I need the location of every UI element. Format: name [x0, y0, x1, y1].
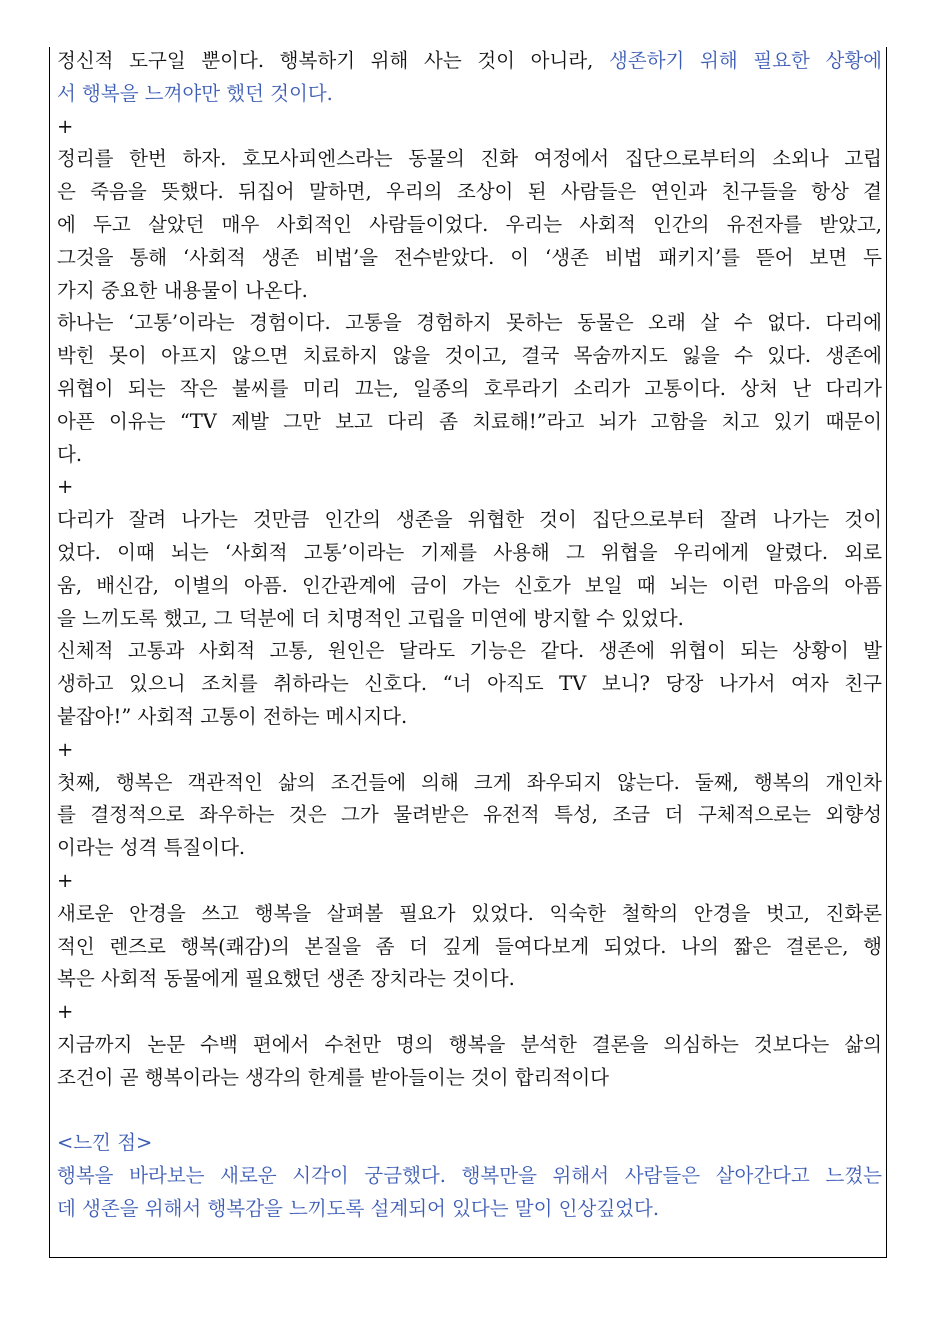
- text-line: 에 두고 살았던 매우 사회적인 사람들이었다. 우리는 사회적 인간의 유전자를 받았고,: [57, 212, 882, 236]
- reflection-paragraph: [57, 1160, 882, 1226]
- text-line: 정리를 한번 하자. 호모사피엔스라는 동물의 진화 여정에서 집단으로부터의 소외나 고립: [57, 147, 882, 171]
- text-line: 를 결정적으로 좌우하는 것은 그가 물려받은 유전적 특성, 조금 더 구체적으로는 외향성: [57, 803, 882, 827]
- separator: +: [57, 1000, 74, 1024]
- separator: +: [57, 475, 74, 499]
- intro-line: 정신적 도구일 뿐이다. 행복하기 위해 사는 것이 아니라, 생존하기 위해 필요한 상황에: [57, 49, 883, 72]
- paragraph-signal: [57, 635, 882, 733]
- text-line: 이라는 성격 특질이다.: [57, 836, 246, 860]
- separator: +: [57, 737, 74, 761]
- paragraph-conclusion: [57, 1029, 882, 1095]
- separator: +: [57, 868, 74, 892]
- text-line: 가지 중요한 내용물이 나온다.: [57, 278, 308, 302]
- text-line: 그것을 통해 ‘사회적 생존 비법’을 전수받았다. 이 ‘생존 비법 패키지’를 뜯어 보면 두: [57, 245, 882, 269]
- text-line: 을 느끼도록 했고, 그 덕분에 더 치명적인 고립을 미연에 방지할 수 있었다.: [57, 606, 684, 630]
- separator: +: [57, 114, 74, 138]
- text-line: 아픈 이유는 “TV 제발 그만 보고 다리 좀 치료해!”라고 뇌가 고함을 치고 있기 때문이: [57, 409, 882, 433]
- text-line: 생하고 있으니 조치를 취하라는 신호다. “너 아직도 TV 보니? 당장 나가서 여자 친구: [57, 672, 882, 696]
- text-line: 박힌 못이 아프지 않으면 치료하지 않을 것이고, 결국 목숨까지도 잃을 수 있다. 생존에: [57, 344, 882, 368]
- text-line: 신체적 고통과 사회적 고통, 원인은 달라도 기능은 같다. 생존에 위협이 되는 상황이 발: [57, 639, 882, 663]
- text-line: 움, 배신감, 이별의 아픔. 인간관계에 금이 가는 신호가 보일 때 뇌는 이런 마음의 아픔: [57, 573, 882, 597]
- text-line: 조건이 곧 행복이라는 생각의 한계를 받아들이는 것이 합리적이다: [57, 1065, 609, 1089]
- paragraph-new-lens: [57, 898, 882, 996]
- intro-highlight: 생존하기 위해 필요한 상황에: [609, 49, 883, 72]
- blank-line: [57, 1095, 882, 1128]
- text-line: 었다. 이때 뇌는 ‘사회적 고통’이라는 기제를 사용해 그 위협을 우리에게 알렸다. 외로: [57, 540, 882, 564]
- paragraph-pain: [57, 307, 882, 471]
- text-line: 복은 사회적 동물에게 필요했던 생존 장치라는 것이다.: [57, 967, 515, 991]
- paragraph-summary: [57, 143, 882, 307]
- text-line: 지금까지 논문 수백 편에서 수천만 명의 행복을 분석한 결론을 의심하는 것보다는 삶의: [57, 1032, 882, 1056]
- paragraph-findings: [57, 767, 882, 865]
- reflection-line: 행복을 바라보는 새로운 시각이 궁금했다. 행복만을 위해서 사람들은 살아간다고 느꼈는: [57, 1164, 882, 1188]
- reflection-line: 데 생존을 위해서 행복감을 느끼도록 설계되어 있다는 말이 인상깊었다.: [57, 1196, 660, 1220]
- intro-highlight-line: 서 행복을 느껴야만 했던 것이다.: [57, 81, 333, 105]
- document-body: [57, 45, 882, 1226]
- text-line: 은 죽음을 뜻했다. 뒤집어 말하면, 우리의 조상이 된 사람들은 연인과 친구들을 항상 곁: [57, 180, 882, 204]
- text-line: 적인 렌즈로 행복(쾌감)의 본질을 좀 더 깊게 들여다보게 되었다. 나의 짧은 결론은, 행: [57, 934, 882, 958]
- text-line: 새로운 안경을 쓰고 행복을 살펴볼 필요가 있었다. 익숙한 철학의 안경을 벗고, 진화론: [57, 901, 882, 925]
- text-line: 다리가 잘려 나가는 것만큼 인간의 생존을 위협한 것이 집단으로부터 잘려 나가는 것이: [57, 508, 882, 532]
- text-line: 붙잡아!” 사회적 고통이 전하는 메시지다.: [57, 704, 408, 728]
- reflection-heading: <느낀 점>: [57, 1131, 153, 1155]
- text-line: 첫째, 행복은 객관적인 삶의 조건들에 의해 크게 좌우되지 않는다. 둘째, 행복의 개인차: [57, 770, 882, 794]
- text-line: 위협이 되는 작은 불씨를 미리 끄는, 일종의 호루라기 소리가 고통이다. 상처 난 다리가: [57, 376, 882, 400]
- paragraph-social-pain: [57, 504, 882, 635]
- text-line: 다.: [57, 442, 83, 466]
- text-line: 하나는 ‘고통’이라는 경험이다. 고통을 경험하지 못하는 동물은 오래 살 수 없다. 다리에: [57, 311, 882, 335]
